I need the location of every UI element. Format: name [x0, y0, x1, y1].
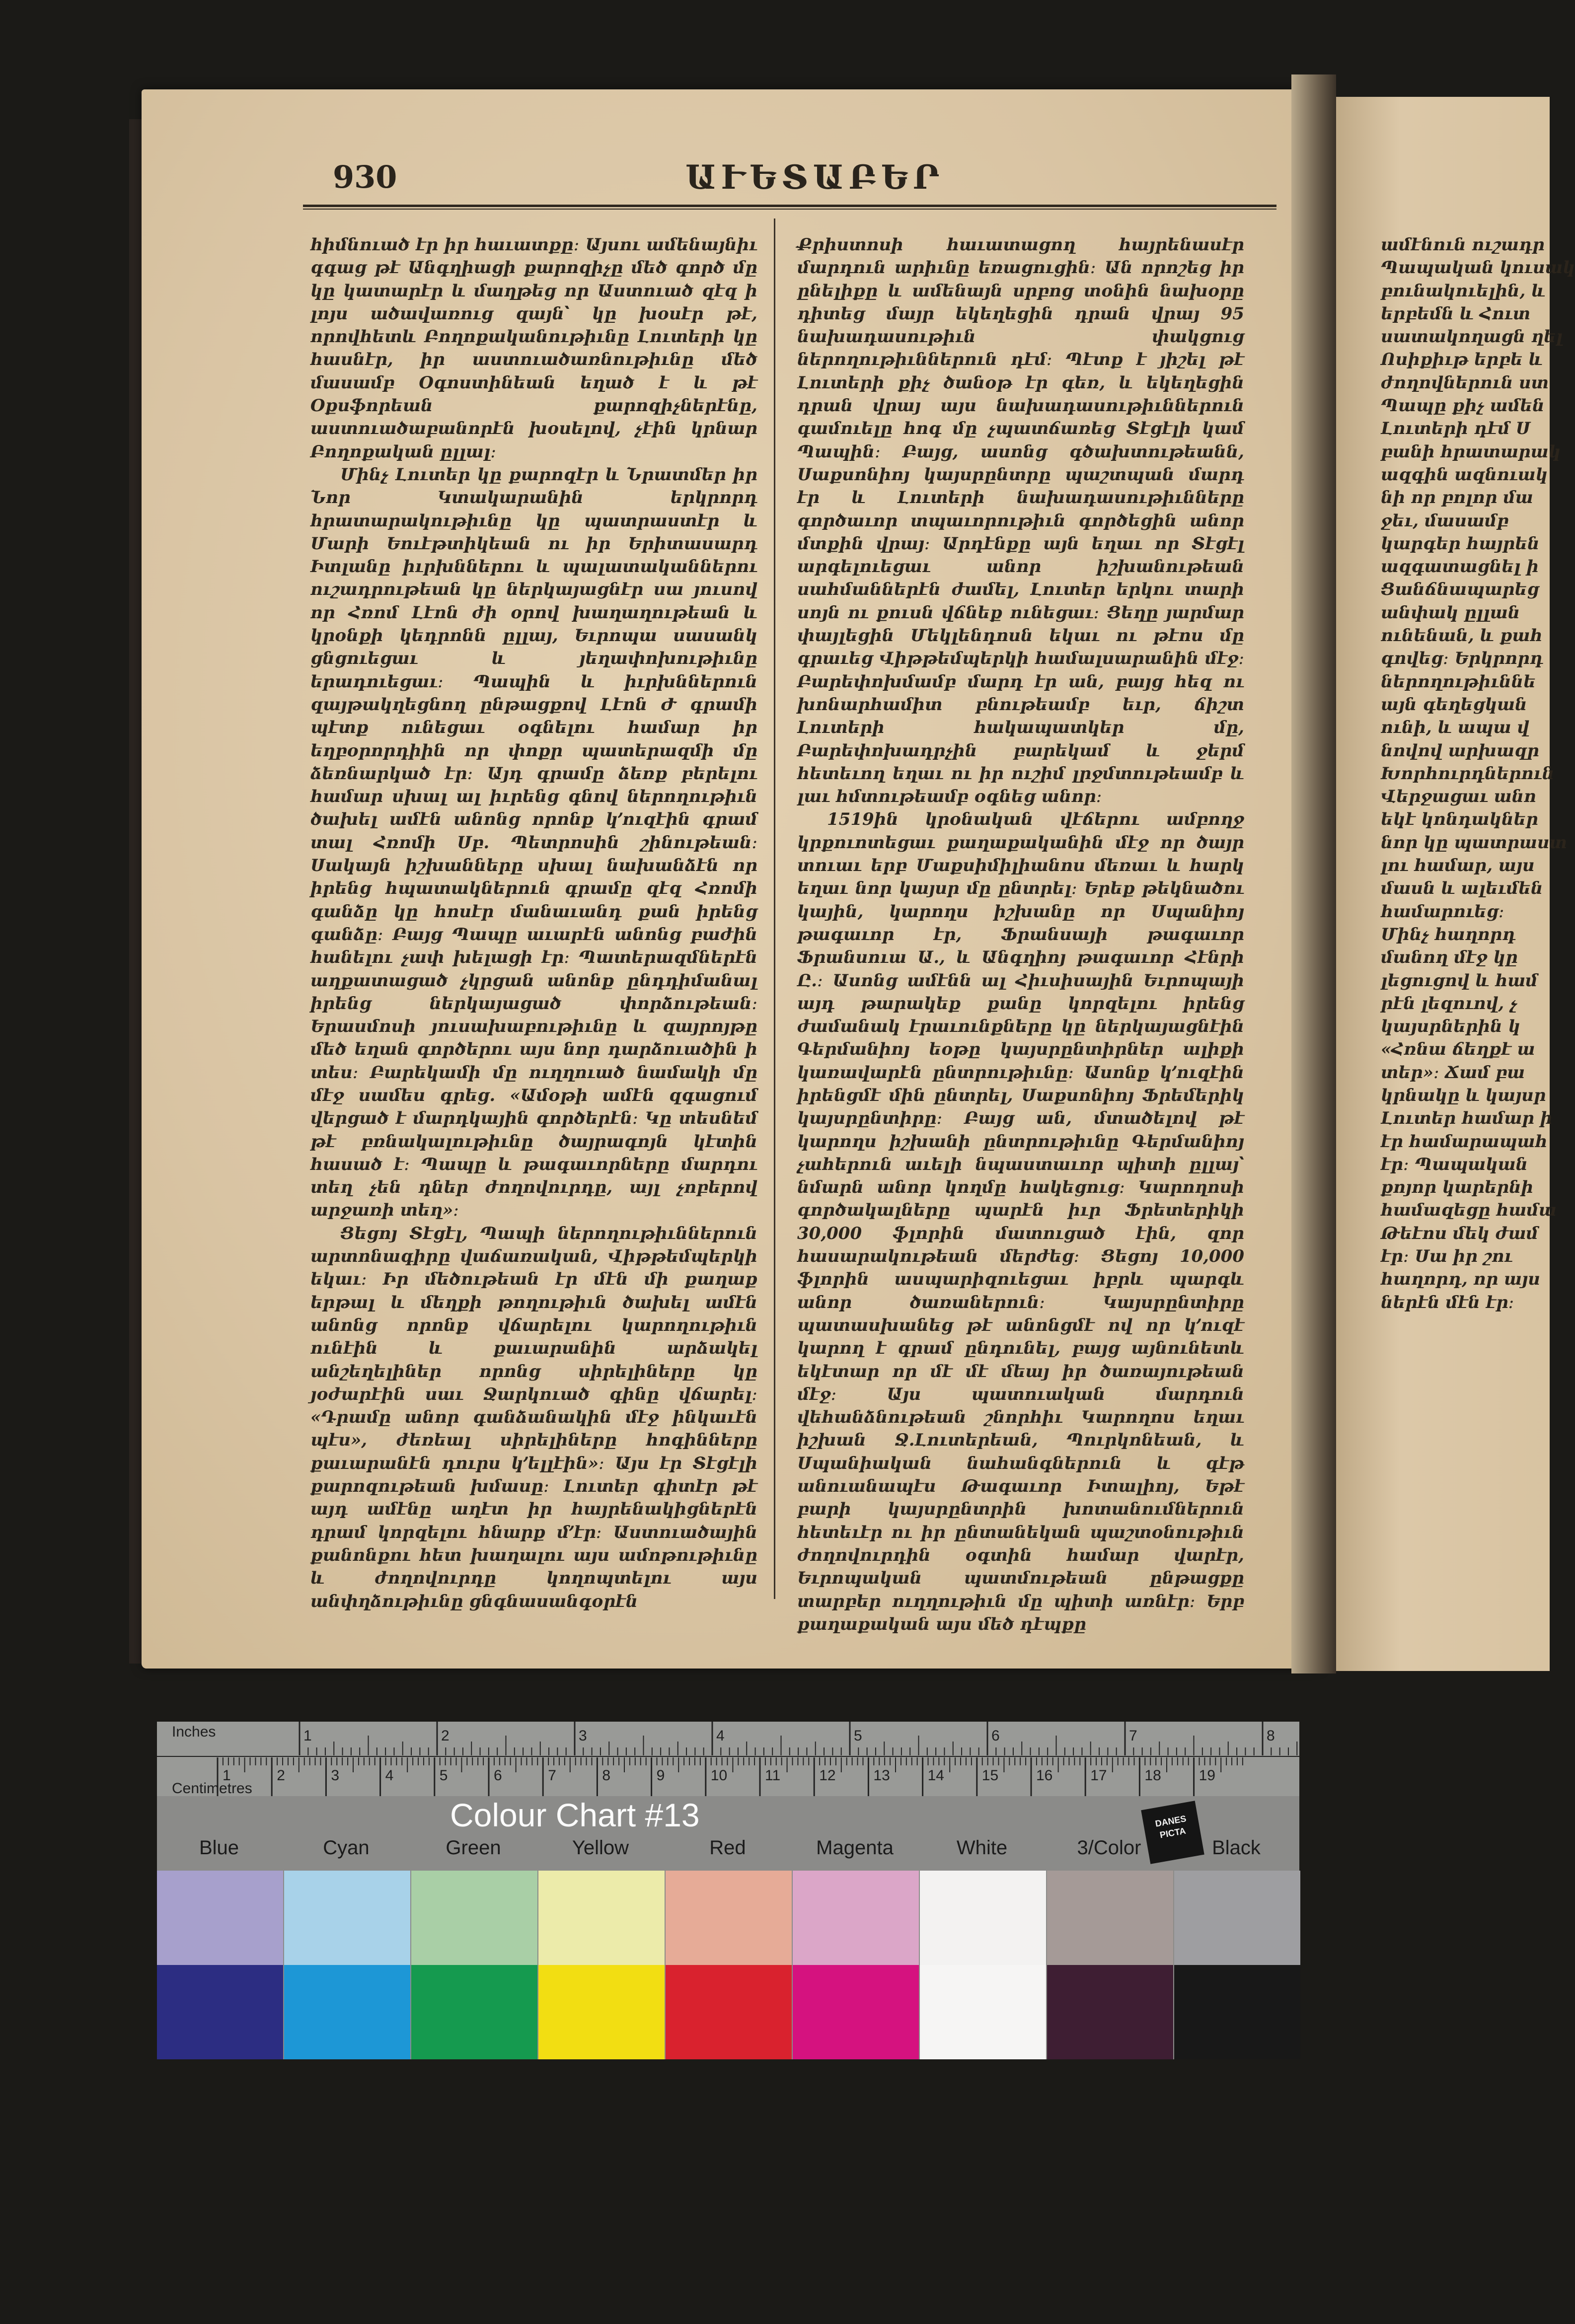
ruler-number: 5 [439, 1767, 448, 1784]
swatch-light-3-color [1047, 1871, 1173, 1970]
column-divider [774, 218, 775, 1599]
ruler-number: 19 [1199, 1767, 1215, 1784]
facing-page-line: կրնակը և կայսր [1381, 1085, 1546, 1105]
swatch-label: Magenta [816, 1837, 894, 1859]
ruler-number: 17 [1090, 1767, 1107, 1784]
colour-chart [157, 1722, 1299, 2059]
ruler-number: 10 [710, 1767, 728, 1784]
ruler-number: 3 [331, 1767, 340, 1784]
ruler-number: 12 [819, 1767, 836, 1784]
swatch-light-yellow [538, 1871, 665, 1970]
header-rule-thin [303, 209, 1276, 210]
swatch-dark-white [920, 1965, 1046, 2059]
facing-page-line: քոյոր կարերնի [1381, 1177, 1534, 1198]
ruler-number: 1 [303, 1728, 312, 1744]
swatch-dark-3-color [1047, 1965, 1173, 2059]
facing-page-line: «Հռնա ճեղքէ ա [1381, 1039, 1535, 1060]
ruler-ticks [157, 1722, 1299, 1796]
swatch-label: Red [709, 1837, 746, 1859]
ruler-number: 7 [1129, 1728, 1137, 1744]
ruler-number: 18 [1144, 1767, 1161, 1784]
paragraph: Մինչ Լուտեր կը քարոզէր և Նրատմեր իր Նոր Կտակարանին երկրորդ հրատարակութիւնը կը պատրաստէր և Մարի Եուէթտիկեան ու իր Երիտասարդ Իտլանը իւրխններու և պալատականներու ուշադրութեան կը ներկայացնէր սա յուսով որ Հռոմ Լէոն ժի օրով խաղաղութեան և կրօնքի կեդրոնն ըլլայ, Եւրոպա սասանկ ցնցուեցաւ և յեղափոխութիւնը երադուեցաւ։ Պապին և իւրխններուն զայթակղեցնող ընթացքով Լէոն Ժ գրամի պէտք ունեցաւ օգնելու համար իր եղբօրորդիին որ փոքր պատերազմի մը ձեռնարկած էր։ Այդ գրամը ձեռք բերելու համար սխալ ալ իւրենց գնով ներողութիւն ծախել ամէն անոնց որոնք կ՚ուզէին գրամ տալ Հռոմի Սբ. Պետրոսին շինութեան։ Սակայն իշխանները սխալ նախանձէն որ իրենց հպատակներուն գրամը զէզ Հռոմի գանձը կը հոսէր մանաւանդ քան իրենց գանձը։ Բայց Պապը աւարէն անոնց բաժին հանելու չափ խելացի էր։ Պատերազմներէն աղքատացած չկրցան անոնք ընդդիմանալ իրենց ներկայացած փորձութեան։ Երասմոսի յուսախաբութիւնը և զայրոյթը մեծ եղան գործերու այս նոր դարձուածին ի տես։ Բարեկամի մը ուղղուած նամակի մը մէջ սամես գրեց. «Ամօթի ամէն զգացում վերցած է մարդկային գործերէն։ Կը տեսնեմ թէ բռնակալութիւնը ծայրագոյն կէտին հասած է։ Պապը և թագաւորները մարդու տեղ չեն դներ ժողովուրդը, այլ չոբերով արջառի տեղ»։ [310, 464, 757, 1221]
ruler-number: 1 [223, 1767, 231, 1784]
swatch-label: 3/Color [1077, 1837, 1141, 1859]
running-title: ԱՒԵՏԱԲԵՐ [685, 158, 945, 197]
ruler-number: 8 [1267, 1728, 1275, 1744]
swatch-label: Yellow [572, 1837, 629, 1859]
facing-page-line: այն գեղեցկան [1381, 694, 1527, 715]
facing-page-line: մանող մէջ կը [1381, 947, 1518, 968]
facing-page-line: սատակողացն ղել [1381, 327, 1563, 347]
swatch-dark-yellow [538, 1965, 665, 2059]
left-text-column [310, 233, 757, 1611]
ruler [157, 1722, 1299, 1796]
facing-page-line: էր։ Պապական [1381, 1154, 1528, 1174]
facing-page-line: Խորհուրդներուն [1381, 763, 1555, 784]
facing-page-line: Թեէոս մեկ ժամ [1381, 1223, 1539, 1243]
swatch-dark-cyan [284, 1965, 410, 2059]
danes-picta-logo: DANES PICTA [1141, 1801, 1204, 1864]
ruler-number: 14 [927, 1767, 944, 1784]
facing-page-line: ունենան, և քահ [1381, 626, 1543, 646]
ruler-number: 11 [765, 1767, 781, 1784]
swatch-light-black [1174, 1871, 1300, 1970]
facing-page-line: անփակ ըլլան [1381, 602, 1520, 623]
ruler-number: 7 [548, 1767, 556, 1784]
facing-page-line: հաղորդ, որ այս [1381, 1269, 1540, 1290]
swatch-light-magenta [793, 1871, 919, 1970]
ruler-cm-label: Centimetres [172, 1780, 252, 1797]
right-text-column [797, 233, 1244, 1634]
facing-page-line: էր համարապահ [1381, 1131, 1548, 1152]
facing-page-line: Պապը քիչ ամեն [1381, 396, 1545, 416]
ruler-number: 5 [854, 1728, 862, 1744]
swatch-label: Green [446, 1837, 501, 1859]
ruler-inches-label: Inches [172, 1724, 216, 1740]
swatch-dark-green [411, 1965, 537, 2059]
facing-page-line: գովեց։ Երկրորդ [1381, 649, 1544, 669]
facing-page-line: Պապական կուսակ [1381, 258, 1575, 278]
book-gutter [1291, 74, 1336, 1673]
facing-page-line: էր։ Սա իր շու [1381, 1246, 1513, 1267]
facing-page-line: համարուեց։ [1381, 901, 1504, 922]
facing-page-line: Լուտերի դէմ Ս [1381, 419, 1531, 439]
swatch-label: Black [1212, 1837, 1261, 1859]
page-header [298, 154, 1281, 204]
facing-page-line: կարգեր հայրեն [1381, 533, 1540, 554]
swatch-dark-blue [157, 1965, 283, 2059]
swatch-label: White [956, 1837, 1008, 1859]
paragraph: հիմնուած էր իր հաւատքը։ Այսու ամենայնիւ գգաց թէ Անգղիացի քարոզիչը մեծ գործ մը կը կատարէր և մաղթեց որ Աստուած զէզ ի լոյս ածավառուց զայն՝ կը խօսէր թէ, որովհետև Բողոքականութիւնը Լուտերի կը հասնէր, իր աստուածառնութիւնը մեծ մասամբ Օգոստինեան եղած է և թէ Օքսֆորեան քարոզիչներէնը, աստուածաբանորէն խօսելով, չէին կրնար Բողոքական ըլլալ։ [310, 235, 757, 462]
facing-page-text [1381, 233, 1575, 1314]
facing-page-line: Ոսիքիւթ երբե և [1381, 350, 1543, 370]
facing-page-line: մասն և ալեւմեն [1381, 878, 1543, 899]
ruler-number: 4 [385, 1767, 394, 1784]
swatch-light-blue [157, 1871, 283, 1970]
ruler-number: 9 [656, 1767, 665, 1784]
paragraph: Քրիստոսի հաւատացող հայրենասէր մարդուն արիւնը եռացուցին։ Ան որոշեց իր ընելիքը և ամենայն սրբոց տօնին նախօրը դիտեց մայր եկեղեցին դրան վրայ 95 նախադասութիւն փակցուց ներողութիւններուն դէմ։ Պէտք է յիշել թէ Լուտերի քիչ ծանօթ էր գեռ, և եկեղեցին դրան վրայ այս նախադասութիւններուն գամուելը հոգ մը չպատճառեց Տէցէլի կամ Պապին։ Բայց, ասոնց գծախտութեանն, Սաքսոնիոյ կայսրընտրը պաշտպան մարդ էր և Լուտերի նախադասութիւնները գործաւոր տպաւորութիւն գործեցին անոր մտքին վրայ։ Արդէնքը այն եղաւ որ Տէցէլ արգելուեցաւ անոր իշխանութեան սահմաններէն ժամել, Լուտեր երկու տարի սոյն ու քուսն վճնեք ունեցաւ։ Ցեղը յարմար փայլեցին Մեկլենդոսն եկաւ ու թէոս մը գրաւեց Վիթթեմպերկի համալսարանին մէջ։ Բարեփոխմամբ մարդ էր ան, բայց հեզ ու խոնարհամիտ բնութեամբ եւր, ճիշտ Լուտերի հակապատկեր մը, Բարեփոխադրչին բարեկամ և ջերմ հետեւող եղաւ ու իր ուշիմ լրջմտութեամբ և լաւ հմտութեամբ օգնեց անոր։ [797, 235, 1244, 807]
facing-page-line: լու համար, այս [1381, 856, 1535, 876]
ruler-number: 3 [579, 1728, 587, 1744]
facing-page-line: համազեցը համա [1381, 1200, 1557, 1221]
facing-page-line: ջեւ, մասամբ [1381, 510, 1509, 531]
facing-page-line: եկէ կոնդակներ [1381, 809, 1538, 830]
facing-page-line: կայսրներին կ [1381, 1017, 1520, 1037]
facing-page-line: Ցանճնապարեց [1381, 580, 1539, 600]
swatch-light-green [411, 1871, 537, 1970]
swatch-light-cyan [284, 1871, 410, 1970]
swatch-label: Cyan [323, 1837, 370, 1859]
facing-page-line: տեր»։ Ճամ բա [1381, 1062, 1525, 1083]
facing-page-line: ներէն մէն էր։ [1381, 1292, 1514, 1312]
header-rule [303, 205, 1276, 207]
facing-page-line: րէն լեզուով, չ [1381, 993, 1517, 1014]
ruler-number: 15 [981, 1767, 999, 1784]
ruler-number: 13 [873, 1767, 890, 1784]
ruler-number: 4 [716, 1728, 725, 1744]
facing-page-line: երբեմն և Հուտ [1381, 303, 1531, 324]
facing-page-line: ներողութիւննե [1381, 671, 1536, 692]
facing-page-line: նոր կը պատրաստ [1381, 832, 1567, 853]
swatch-dark-red [666, 1965, 792, 2059]
swatch-light-red [666, 1871, 792, 1970]
ruler-number: 6 [991, 1728, 1000, 1744]
ruler-number: 16 [1036, 1767, 1053, 1784]
facing-page-line: նովով արխազր [1381, 740, 1539, 761]
ruler-number: 2 [441, 1728, 450, 1744]
swatch-dark-black [1174, 1965, 1300, 2059]
facing-page-line: ազգին ազնուակ [1381, 464, 1548, 485]
facing-page-line: բունակուելին, և [1381, 281, 1546, 301]
facing-page-line: ունի, և ապա վ [1381, 718, 1529, 738]
facing-page-line: բանի հրատարակ [1381, 441, 1561, 462]
swatch-label: Blue [199, 1837, 239, 1859]
ruler-number: 6 [494, 1767, 502, 1784]
facing-page-line: ժողովներուն ստ [1381, 372, 1549, 393]
chart-title: Colour Chart #13 [450, 1797, 700, 1833]
swatch-dark-magenta [793, 1965, 919, 2059]
facing-page-line: Վերջացաւ անո [1381, 787, 1537, 807]
facing-page-line: Մինչ հաղորդ [1381, 924, 1516, 944]
facing-page-line: ազգատացնել ի [1381, 557, 1539, 577]
facing-page-line: լեցուցով և համ [1381, 970, 1538, 991]
facing-page-line: Լուտեր համար ի [1381, 1108, 1553, 1129]
facing-page-line: ամէնուն ուշադր [1381, 235, 1545, 255]
ruler-number: 8 [602, 1767, 611, 1784]
ruler-number: 2 [277, 1767, 285, 1784]
facing-page-line: նի որ բոլոր մա [1381, 488, 1533, 508]
page-number: 930 [333, 159, 397, 195]
paragraph: 1519ին կրօնական վէճերու ամբողջ կրքուոտեցաւ քաղաքականին մէջ որ ծայր տուաւ երբ Մաքսիմիլիանոս մեռաւ և հարկ եղաւ նոր կայսր մը ընտրել։ Երեք թեկնածու կային, կարողս իշխանը որ Սպանիոյ թագաւոր էր, Ֆրանսայի թագաւոր Ֆրանսուա Ա., և Անգղիոյ թագաւոր Հէնրի Ը.։ Ասոնց ամէնն ալ Հիւսիսային Եւրոպայի այդ թարակեք քանը կորզելու իրենց ժամանակ էրաւունքները կը ներկայացնէին Գերմանիոյ եօթը կայսրընտիրներ ալիքի կառավարէն ընտրութիւնը։ Ասոնք կ՚ուզէին իրենցմէ մին ընտրել, Սաքսոնիոյ Ֆրեմերիկ կայսրընտիրը։ Բայց ան, մտածելով թէ կարողս իշխանի ընտրութիւնը Գերմանիոյ չահերուն աւելի նպաստաւոր պիտի ըլլայ՝ նմարն անոր կողմը հակեցուց։ Կարողոսի գործակալները պարէն իւր Ֆրետերիկի 30,000 ֆլորին մատուցած էին, զոր հասարակութեան մերժեց։ Ցեցոյ 10,000 ֆլորին ասպարիզուեցաւ իբրև պարգև անոր ծառաներուն։ Կայսրընտիրը պատասխանեց թէ անոնցմէ ով որ կ՚ուզէ կարող է գրամ ընդունել, բայց այնունետև եկէտար որ մէ մէ մեայ իր ծառայութեան մէջ։ Այս պատուական մարդուն վեհանձնութեան շնորհիւ Կարողոս եղաւ իշխան Ջ.Լուտերեան, Պուրկոնեան, և Սպանիական նահանգներուն և գէթ անուանապէս Թագաւոր Իտալիոյ, Եթէ բարի կայսրընտրին խոտանումներուն հետեւէր ու իր ընտանեկան պաշտօնութիւն ժողովուրդին օգտին համար վարէր, Եւրոպական պատմութեան ընթացքը տարբեր ուղղութիւն մը պիտի առնէր։ Երբ քաղաքական այս մեծ դէպքը [797, 809, 1244, 1634]
swatch-light-white [920, 1871, 1046, 1970]
paragraph: Ցեցոյ Տէցէլ, Պապի ներողութիւններուն արտոնագիրը վաճառական, Վիթթեմպերկի եկաւ։ Իր մեծութեան էր մէն մի քաղաք երթալ և մեղքի թողութիւն ծախել ամէն անոնց որոնք վճարելու կարողութիւն ունէին և քաւարանին արձակել անշեղելիներ որոնց սիրելիները կը յօժարէին սաւ Ջարկուած գինը վճարել։ «Դրամը անոր գանձանակին մէջ ինկաւէն պէս», ժեռեալ սիրելիները հոգինները քաւարանէն դուրս կ՚ելլէին»։ Այս էր Տէցէլի քարոզութեան խմասը։ Լուտեր գիտէր թէ այդ ամէնը աղէտ իր հայրենակիցներէն դրամ կորզելու հնարք մ՚էր։ Աստուածային քանոնքու հետ խաղալու այս ամոթութիւնը և ժողովուրդը կողոպտելու այս անփղձութիւնը ցնգնասանգօրէն [310, 1223, 757, 1611]
